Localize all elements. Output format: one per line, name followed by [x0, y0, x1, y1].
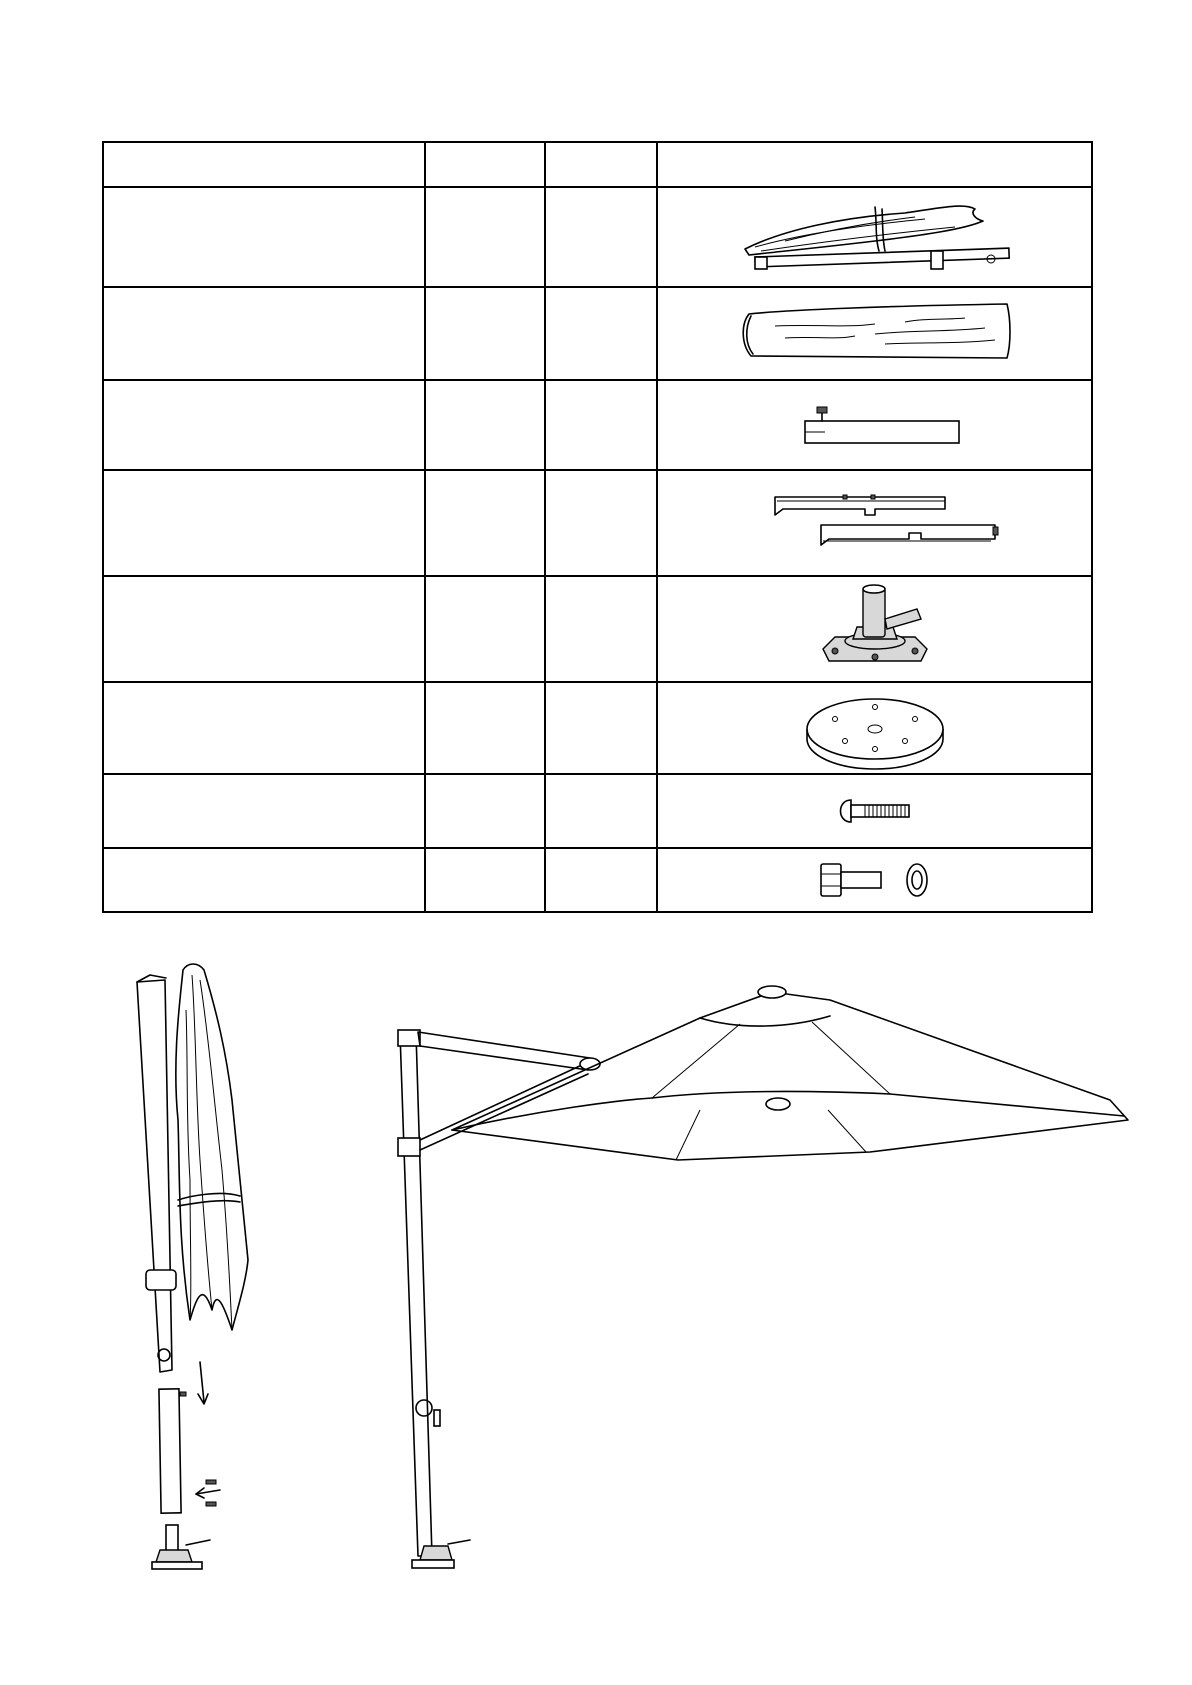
cantilever-umbrella-exploded-view — [137, 964, 248, 1569]
cantilever-umbrella-assembled-view — [398, 986, 1128, 1568]
